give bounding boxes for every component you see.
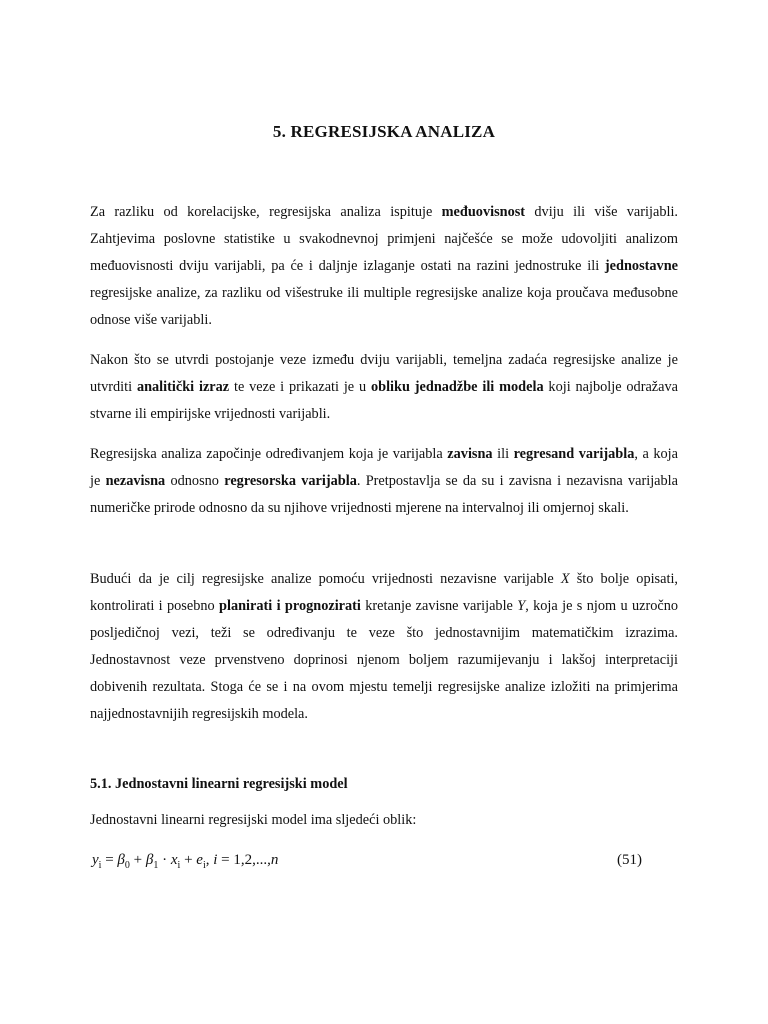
paragraph-1 [90, 199, 678, 334]
bold-term: planirati i prognozirati [219, 598, 361, 614]
text-run: te veze i prikazati je u [229, 379, 371, 395]
eq-comma: , [205, 852, 214, 868]
model-intro-text: Jednostavni linearni regresijski model ima sljedeći oblik: [90, 812, 417, 828]
eq-sub: 1 [153, 860, 159, 871]
eq-dot: · [158, 852, 171, 868]
eq-beta: β [117, 852, 125, 868]
chapter-title: 5. REGRESIJSKA ANALIZA [272, 122, 496, 141]
bold-term: analitički izraz [136, 379, 230, 395]
text-run: što bolje opisati, kontrolirati i posebno [90, 571, 678, 614]
text-run: dviju ili više varijabli. Zahtjevima poslovne statistike u svakodnevnoj primjeni najčešće se može udovoljiti analizom međuovisnosti dviju varijabli, pa će i daljnje izlaganje ostati na razini jednostruke ili [90, 204, 678, 274]
eq-e: e [196, 852, 203, 868]
text-run: Nakon što se utvrdi postojanje veze između dviju varijabli, temeljna zadaća regresijske analize je utvrditi [90, 352, 678, 395]
text-run: koji najbolje odražava stvarne ili empirijske vrijednosti varijabli. [90, 379, 678, 422]
text-run: Za razliku od korelacijske, regresijska analiza ispituje [90, 204, 442, 220]
bold-term: međuovisnost [441, 204, 526, 220]
text-run: , koja je s njom u uzročno posljedičnoj vezi, teži se određivanju te veze što jednostavnijim matematičkim izrazima. Jednostavnost veze prvenstveno doprinosi njenom boljem razumijevanju i lakšoj interpretaciji dobivenih rezultata. Stoga će se i na ovom mjestu temelji regresijske analize izložiti na primjerima najjednostavnijih regresijskih modela. [90, 598, 678, 722]
eq-beta: β [145, 852, 154, 868]
text-run: , a koja je [90, 446, 678, 489]
text-run: Regresijska analiza započinje određivanjem koja je varijabla [90, 446, 448, 462]
bold-term: regresand varijabla [513, 446, 635, 462]
equation-number: (51) [617, 852, 642, 868]
eq-plus: + [180, 852, 197, 868]
text-run: . Pretpostavlja se da su i zavisna i nezavisna varijabla numeričke prirode odnosno da su njihove vrijednosti mjerene na intervalnoj ili omjernoj skali. [90, 473, 678, 516]
bold-term: nezavisna [105, 473, 166, 489]
eq-sub: i [202, 860, 206, 871]
eq-sub: i [177, 860, 181, 871]
italic-variable: X [560, 571, 570, 587]
paragraph-2 [90, 347, 678, 428]
regression-equation [92, 852, 278, 871]
section-heading: 5.1. Jednostavni linearni regresijski model [90, 776, 348, 792]
bold-term: obliku jednadžbe ili modela [370, 379, 544, 395]
italic-variable: Y [517, 598, 526, 614]
eq-n: n [270, 852, 279, 868]
text-run: regresijske analize, za razliku od višestruke ili multiple regresijske analize koja proučava međusobne odnose više varijabli. [90, 285, 678, 328]
text-run: kretanje zavisne varijable [360, 598, 518, 614]
eq-sub: i [98, 860, 102, 871]
bold-term: regresorska varijabla [224, 473, 357, 489]
text-run: ili [492, 446, 514, 462]
eq-index: i [213, 852, 218, 868]
eq-x: x [170, 852, 178, 868]
paragraph-3 [90, 441, 678, 522]
bold-term: jednostavne [604, 258, 678, 274]
eq-y: y [92, 852, 99, 868]
paragraph-4 [90, 566, 678, 728]
eq-plus: + [129, 852, 146, 868]
text-run: Budući da je cilj regresijske analize pomoću vrijednosti nezavisne varijable [90, 571, 561, 587]
text-run: odnosno [165, 473, 225, 489]
eq-equals: = [101, 852, 118, 868]
bold-term: zavisna [447, 446, 493, 462]
eq-range: = 1,2,..., [217, 852, 271, 868]
eq-sub: 0 [124, 860, 130, 871]
